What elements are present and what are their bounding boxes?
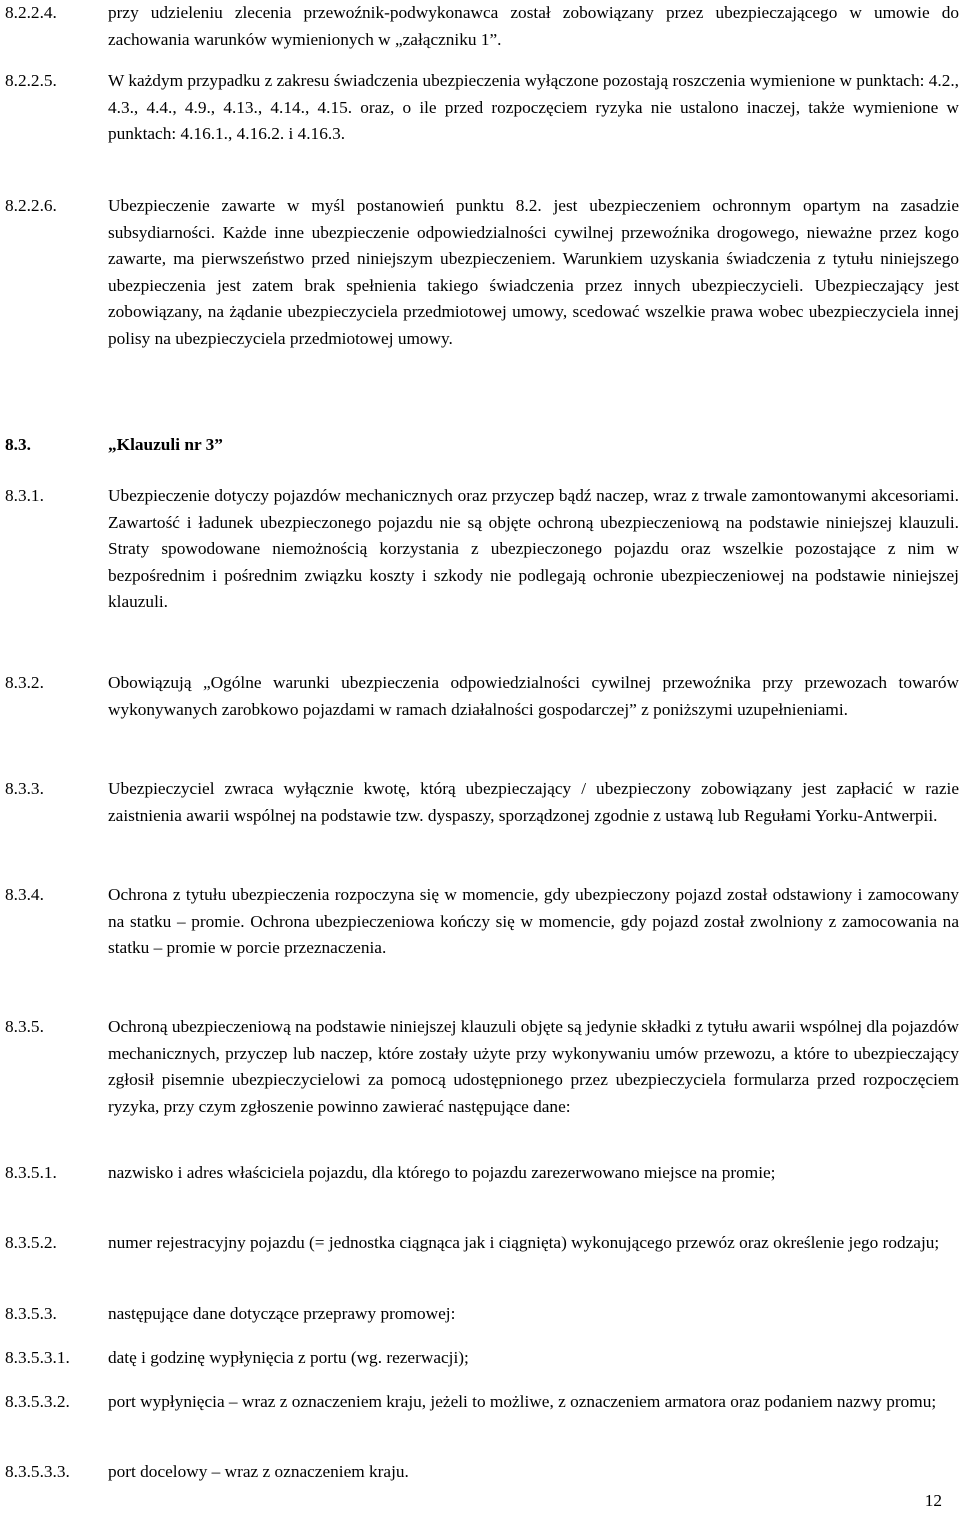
section-text: Ubezpieczenie zawarte w myśl postanowień punktu 8.2. jest ubezpieczeniem ochronnym opartym na zasadzie subsydiarności. Każde inne ubezpieczenie odpowiedzialności cywilnej przewoźnika drogowego, nieważne przez kogo zawarte, ma pierwszeństwo przed niniejszym ubezpieczeniem. Warunkiem uzyskania świadczenia z tytułu niniejszego ubezpieczenia jest zatem brak spełnienia takiego świadczenia przez innych ubezpieczycieli. Ubezpieczający jest zobowiązany, na żądanie ubezpieczyciela przedmiotowej umowy, scedować wszelkie prawa wobec ubezpieczyciela innej polisy na ubezpieczyciela przedmiotowej umowy.	[108, 196, 959, 348]
section-text: numer rejestracyjny pojazdu (= jednostka ciągnąca jak i ciągnięta) wykonującego przewóz oraz określenie jego rodzaju;	[108, 1233, 940, 1252]
section-text: W każdym przypadku z zakresu świadczenia ubezpieczenia wyłączone pozostają roszczenia wymienione w punktach: 4.2., 4.3., 4.4., 4.9., 4.13., 4.14., 4.15. oraz, o ile przed rozpoczęciem ryzyka nie ustalono inaczej, także wymienione w punktach: 4.16.1., 4.16.2. i 4.16.3.	[108, 71, 959, 143]
section-number: 8.2.2.4.	[5, 3, 57, 22]
section-number: 8.3.2.	[5, 673, 44, 692]
section-text: port docelowy – wraz z oznaczeniem kraju.	[108, 1462, 409, 1481]
section-text: Ochroną ubezpieczeniową na podstawie niniejszej klauzuli objęte są jedynie składki z tytułu awarii wspólnej dla pojazdów mechanicznych, przyczep lub naczep, które zostały użyte przy wykonywaniu umów przewozu, a które to ubezpieczający zgłosił pisemnie ubezpieczycielowi za pomocą udostępnionego przez ubezpieczyciela formularza przed rozpoczęciem ryzyka, przy czym zgłoszenie powinno zawierać następujące dane:	[108, 1017, 959, 1116]
section-text: przy udzieleniu zlecenia przewoźnik-podwykonawca został zobowiązany przez ubezpieczającego w umowie do zachowania warunków wymienionych w „załączniku 1”.	[108, 3, 959, 49]
section-number: 8.2.2.6.	[5, 196, 57, 215]
section-text: datę i godzinę wypłynięcia z portu (wg. rezerwacji);	[108, 1348, 469, 1367]
section-number: 8.3.5.3.1.	[5, 1348, 70, 1367]
section-number: 8.3.5.3.	[5, 1304, 57, 1323]
section-number: 8.3.5.1.	[5, 1163, 57, 1182]
section-number: 8.3.4.	[5, 885, 44, 904]
section-number: 8.3.3.	[5, 779, 44, 798]
section-text: Ubezpieczenie dotyczy pojazdów mechanicznych oraz przyczep bądź naczep, wraz z trwale zamontowanymi akcesoriami. Zawartość i ładunek ubezpieczonego pojazdu nie są objęte ochroną ubezpieczeniową na podstawie niniejszej klauzuli. Straty spowodowane niemożnością korzystania z ubezpieczonego pojazdu oraz wszelkie pozostające z nim w bezpośrednim i pośrednim związku koszty i szkody nie podlegają ochronie ubezpieczeniowej na podstawie niniejszej klauzuli.	[108, 486, 959, 611]
section-number: 8.3.5.3.2.	[5, 1392, 70, 1411]
section-text: port wypłynięcia – wraz z oznaczeniem kraju, jeżeli to możliwe, z oznaczeniem armatora oraz podaniem nazwy promu;	[108, 1392, 937, 1411]
section-number: 8.3.5.3.3.	[5, 1462, 70, 1481]
section-number: 8.3.5.	[5, 1017, 44, 1036]
section-heading: „Klauzuli nr 3”	[108, 435, 223, 454]
section-text: następujące dane dotyczące przeprawy promowej:	[108, 1304, 456, 1323]
page-number: 12	[924, 1491, 942, 1510]
section-number: 8.3.1.	[5, 486, 44, 505]
section-text: Obowiązują „Ogólne warunki ubezpieczenia odpowiedzialności cywilnej przewoźnika przy przewozach towarów wykonywanych zarobkowo pojazdami w ramach działalności gospodarczej” z poniższymi uzupełnieniami.	[108, 673, 959, 719]
section-number: 8.3.5.2.	[5, 1233, 57, 1252]
section-text: Ubezpieczyciel zwraca wyłącznie kwotę, którą ubezpieczający / ubezpieczony zobowiązany jest zapłacić w razie zaistnienia awarii wspólnej na podstawie tzw. dyspaszy, sporządzonej zgodnie z ustawą lub Regułami Yorku-Antwerpii.	[108, 779, 959, 825]
section-number: 8.3.	[5, 435, 31, 454]
section-text: Ochrona z tytułu ubezpieczenia rozpoczyna się w momencie, gdy ubezpieczony pojazd został odstawiony i zamocowany na statku – promie. Ochrona ubezpieczeniowa kończy się w momencie, gdy pojazd został zwolniony z zamocowania na statku – promie w porcie przeznaczenia.	[108, 885, 959, 957]
section-text: nazwisko i adres właściciela pojazdu, dla którego to pojazdu zarezerwowano miejsce na promie;	[108, 1163, 776, 1182]
section-number: 8.2.2.5.	[5, 71, 57, 90]
